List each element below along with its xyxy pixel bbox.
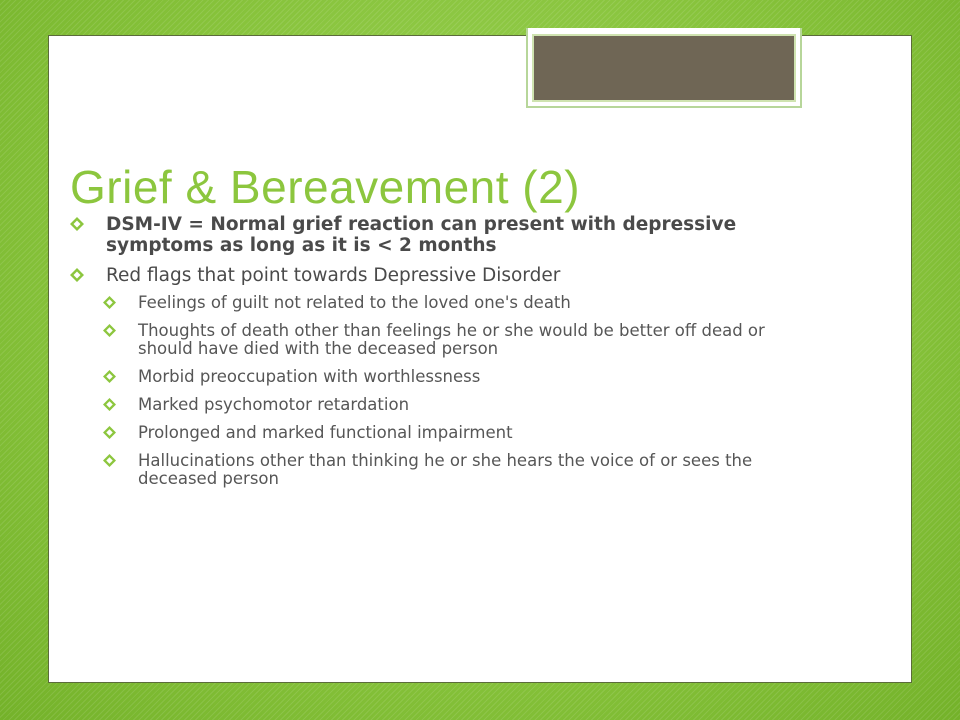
bullet-text: Red flags that point towards Depressive Disorder <box>106 265 561 286</box>
sub-bullet-text: Prolonged and marked functional impairment <box>138 423 513 442</box>
sub-bullet-item <box>70 396 790 414</box>
flag-diamond-bullet-icon <box>103 296 116 309</box>
sub-bullet-text: Morbid preoccupation with worthlessness <box>138 367 481 386</box>
sub-bullet-text: Thoughts of death other than feelings he or she would be better off dead or should have died with the deceased person <box>138 321 765 358</box>
sub-bullet-list <box>106 294 790 488</box>
bullet-item-dsm-iv <box>70 214 790 256</box>
flag-diamond-bullet-icon <box>103 398 116 411</box>
bullet-item-red-flags <box>70 265 790 488</box>
sub-bullet-item <box>70 452 790 488</box>
sub-bullet-item <box>70 424 790 442</box>
sub-bullet-item <box>70 322 790 358</box>
bullet-list <box>70 214 790 488</box>
flag-diamond-bullet-icon <box>103 324 116 337</box>
title-tab-inner <box>532 34 796 102</box>
flag-diamond-bullet-icon <box>103 454 116 467</box>
flag-diamond-bullet-icon <box>70 217 84 231</box>
flag-diamond-bullet-icon <box>103 370 116 383</box>
sub-bullet-text: Hallucinations other than thinking he or she hears the voice of or sees the deceased person <box>138 451 753 488</box>
sub-bullet-item <box>70 368 790 386</box>
flag-diamond-bullet-icon <box>103 426 116 439</box>
flag-diamond-bullet-icon <box>70 268 84 282</box>
bullet-text: DSM-IV = Normal grief reaction can present with depressive symptoms as long as it is < 2 months <box>106 214 737 256</box>
sub-bullet-text: Feelings of guilt not related to the loved one's death <box>138 293 571 312</box>
title-tab-decoration <box>526 28 802 108</box>
sub-bullet-item <box>70 294 790 312</box>
slide-content <box>70 214 790 498</box>
slide-title: Grief & Bereavement (2) <box>70 161 581 213</box>
sub-bullet-text: Marked psychomotor retardation <box>138 395 410 414</box>
